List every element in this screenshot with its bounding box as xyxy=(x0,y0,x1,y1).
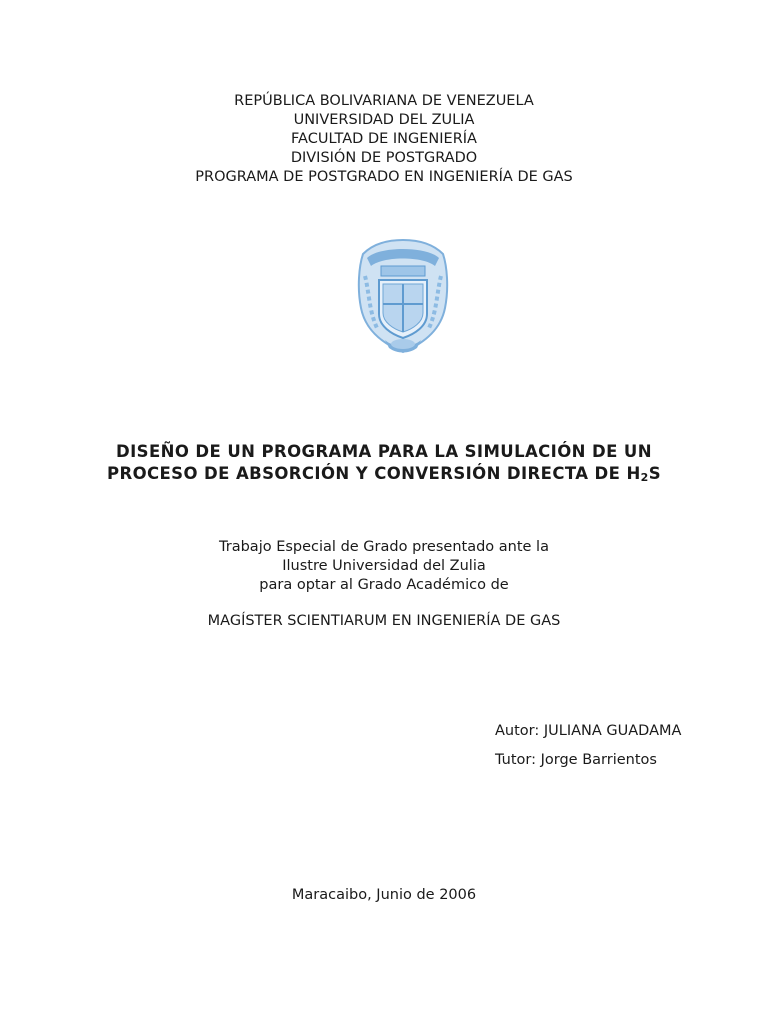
presentation-statement xyxy=(0,538,768,595)
header-line-country: REPÚBLICA BOLIVARIANA DE VENEZUELA xyxy=(234,93,534,109)
title-line-2-main: PROCESO DE ABSORCIÓN Y CONVERSIÓN DIRECTA DE H xyxy=(106,464,641,483)
header-line-university: UNIVERSIDAD DEL ZULIA xyxy=(293,112,475,128)
title-line-2-end: S xyxy=(648,464,662,483)
presentation-line-1: Trabajo Especial de Grado presentado ante la xyxy=(219,539,549,555)
place-date: Maracaibo, Junio de 2006 xyxy=(291,887,477,903)
header-line-faculty: FACULTAD DE INGENIERÍA xyxy=(291,131,477,147)
tutor-line: Tutor: Jorge Barrientos xyxy=(495,752,657,768)
title-line-1: DISEÑO DE UN PROGRAMA PARA LA SIMULACIÓN DE UN xyxy=(116,442,652,461)
institution-header xyxy=(0,92,768,187)
academic-degree: MAGÍSTER SCIENTIARUM EN INGENIERÍA DE GAS xyxy=(207,613,561,629)
thesis-title xyxy=(0,441,768,485)
header-line-division: DIVISIÓN DE POSTGRADO xyxy=(290,150,478,166)
presentation-line-2: Ilustre Universidad del Zulia xyxy=(282,558,486,574)
presentation-line-3: para optar al Grado Académico de xyxy=(259,577,509,593)
title-subscript: 2 xyxy=(640,471,649,484)
header-line-program: PROGRAMA DE POSTGRADO EN INGENIERÍA DE GAS xyxy=(195,169,573,185)
author-line: Autor: JULIANA GUADAMA xyxy=(495,723,682,739)
university-crest-icon xyxy=(355,236,451,362)
title-line-2 xyxy=(0,463,768,485)
